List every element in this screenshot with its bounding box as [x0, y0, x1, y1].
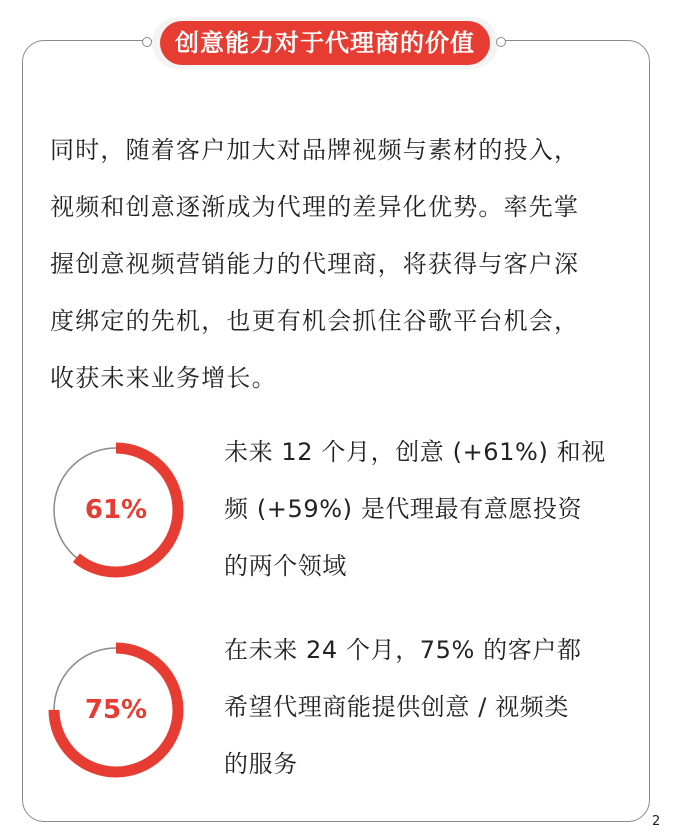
percent-label: 61% [84, 495, 148, 525]
stat-line: 未来 12 个月，创意 (+61%) 和视 [224, 438, 606, 466]
stat-line: 希望代理商能提供创意 / 视频类 [224, 693, 569, 721]
paragraph-line: 收获未来业务增长。 [50, 364, 277, 392]
paragraph-line: 视频和创意逐渐成为代理的差异化优势。率先掌 [50, 193, 580, 221]
paragraph-line: 同时，随着客户加大对品牌视频与素材的投入， [50, 136, 580, 164]
intro-paragraph [50, 122, 640, 407]
title-banner [144, 17, 506, 69]
stat-line: 在未来 24 个月，75% 的客户都 [224, 636, 582, 664]
stat-item-61 [46, 440, 646, 590]
page-number: 2 [652, 814, 661, 829]
stat-line: 的服务 [224, 750, 298, 778]
left-dot-icon [142, 37, 152, 47]
stat-item-75 [46, 636, 646, 790]
percent-label: 75% [84, 695, 148, 725]
title-pill [152, 17, 498, 69]
paragraph-line: 握创意视频营销能力的代理商，将获得与客户深 [50, 250, 580, 278]
right-dot-icon [496, 37, 506, 47]
stat-line: 频 (+59%) 是代理最有意愿投资 [224, 495, 583, 523]
page-title: 创意能力对于代理商的价值 [160, 21, 490, 65]
stat-description [224, 622, 634, 793]
paragraph-line: 度绑定的先机，也更有机会抓住谷歌平台机会， [50, 307, 580, 335]
stat-description [224, 424, 634, 595]
stat-line: 的两个领域 [224, 552, 347, 580]
